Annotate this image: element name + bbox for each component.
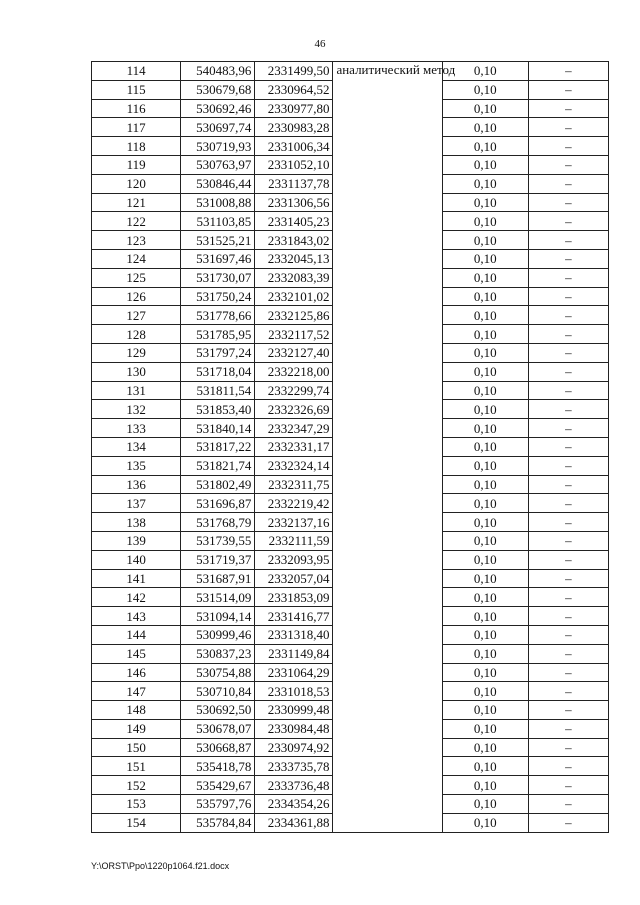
y-coordinate-cell: 2334361,88 bbox=[255, 813, 333, 832]
point-number-cell: 140 bbox=[92, 550, 181, 569]
x-coordinate-cell: 531778,66 bbox=[181, 306, 255, 325]
x-coordinate-cell: 531750,24 bbox=[181, 287, 255, 306]
x-coordinate-cell: 530710,84 bbox=[181, 682, 255, 701]
x-coordinate-cell: 531696,87 bbox=[181, 494, 255, 513]
y-coordinate-cell: 2331318,40 bbox=[255, 625, 333, 644]
accuracy-cell: 0,10 bbox=[442, 644, 528, 663]
note-cell: – bbox=[528, 813, 608, 832]
table-row bbox=[92, 62, 609, 81]
table-body bbox=[92, 62, 609, 833]
point-number-cell: 131 bbox=[92, 381, 181, 400]
note-cell: – bbox=[528, 99, 608, 118]
y-coordinate-cell: 2333736,48 bbox=[255, 776, 333, 795]
accuracy-cell: 0,10 bbox=[442, 212, 528, 231]
point-number-cell: 115 bbox=[92, 80, 181, 99]
note-cell: – bbox=[528, 419, 608, 438]
accuracy-cell: 0,10 bbox=[442, 588, 528, 607]
x-coordinate-cell: 530678,07 bbox=[181, 719, 255, 738]
note-cell: – bbox=[528, 776, 608, 795]
y-coordinate-cell: 2332117,52 bbox=[255, 325, 333, 344]
x-coordinate-cell: 531840,14 bbox=[181, 419, 255, 438]
y-coordinate-cell: 2332219,42 bbox=[255, 494, 333, 513]
accuracy-cell: 0,10 bbox=[442, 550, 528, 569]
x-coordinate-cell: 531821,74 bbox=[181, 456, 255, 475]
point-number-cell: 118 bbox=[92, 137, 181, 156]
note-cell: – bbox=[528, 663, 608, 682]
point-number-cell: 146 bbox=[92, 663, 181, 682]
note-cell: – bbox=[528, 268, 608, 287]
accuracy-cell: 0,10 bbox=[442, 738, 528, 757]
x-coordinate-cell: 530999,46 bbox=[181, 625, 255, 644]
point-number-cell: 130 bbox=[92, 362, 181, 381]
point-number-cell: 126 bbox=[92, 287, 181, 306]
note-cell: – bbox=[528, 757, 608, 776]
y-coordinate-cell: 2332324,14 bbox=[255, 456, 333, 475]
accuracy-cell: 0,10 bbox=[442, 118, 528, 137]
x-coordinate-cell: 531811,54 bbox=[181, 381, 255, 400]
note-cell: – bbox=[528, 719, 608, 738]
note-cell: – bbox=[528, 531, 608, 550]
accuracy-cell: 0,10 bbox=[442, 325, 528, 344]
y-coordinate-cell: 2334354,26 bbox=[255, 795, 333, 814]
note-cell: – bbox=[528, 456, 608, 475]
point-number-cell: 132 bbox=[92, 400, 181, 419]
y-coordinate-cell: 2331149,84 bbox=[255, 644, 333, 663]
note-cell: – bbox=[528, 212, 608, 231]
accuracy-cell: 0,10 bbox=[442, 813, 528, 832]
point-number-cell: 125 bbox=[92, 268, 181, 287]
accuracy-cell: 0,10 bbox=[442, 137, 528, 156]
y-coordinate-cell: 2332083,39 bbox=[255, 268, 333, 287]
point-number-cell: 137 bbox=[92, 494, 181, 513]
note-cell: – bbox=[528, 155, 608, 174]
accuracy-cell: 0,10 bbox=[442, 456, 528, 475]
point-number-cell: 141 bbox=[92, 569, 181, 588]
accuracy-cell: 0,10 bbox=[442, 99, 528, 118]
note-cell: – bbox=[528, 249, 608, 268]
accuracy-cell: 0,10 bbox=[442, 494, 528, 513]
y-coordinate-cell: 2332057,04 bbox=[255, 569, 333, 588]
point-number-cell: 147 bbox=[92, 682, 181, 701]
note-cell: – bbox=[528, 62, 608, 81]
x-coordinate-cell: 530837,23 bbox=[181, 644, 255, 663]
point-number-cell: 136 bbox=[92, 475, 181, 494]
x-coordinate-cell: 531817,22 bbox=[181, 437, 255, 456]
x-coordinate-cell: 530668,87 bbox=[181, 738, 255, 757]
note-cell: – bbox=[528, 325, 608, 344]
accuracy-cell: 0,10 bbox=[442, 231, 528, 250]
point-number-cell: 123 bbox=[92, 231, 181, 250]
point-number-cell: 133 bbox=[92, 419, 181, 438]
point-number-cell: 117 bbox=[92, 118, 181, 137]
point-number-cell: 152 bbox=[92, 776, 181, 795]
point-number-cell: 135 bbox=[92, 456, 181, 475]
y-coordinate-cell: 2331006,34 bbox=[255, 137, 333, 156]
note-cell: – bbox=[528, 625, 608, 644]
x-coordinate-cell: 531730,07 bbox=[181, 268, 255, 287]
y-coordinate-cell: 2332045,13 bbox=[255, 249, 333, 268]
x-coordinate-cell: 530679,68 bbox=[181, 80, 255, 99]
accuracy-cell: 0,10 bbox=[442, 757, 528, 776]
note-cell: – bbox=[528, 795, 608, 814]
x-coordinate-cell: 530754,88 bbox=[181, 663, 255, 682]
note-cell: – bbox=[528, 381, 608, 400]
note-cell: – bbox=[528, 701, 608, 720]
point-number-cell: 154 bbox=[92, 813, 181, 832]
x-coordinate-cell: 531103,85 bbox=[181, 212, 255, 231]
y-coordinate-cell: 2331064,29 bbox=[255, 663, 333, 682]
point-number-cell: 145 bbox=[92, 644, 181, 663]
note-cell: – bbox=[528, 231, 608, 250]
note-cell: – bbox=[528, 437, 608, 456]
accuracy-cell: 0,10 bbox=[442, 381, 528, 400]
x-coordinate-cell: 540483,96 bbox=[181, 62, 255, 81]
point-number-cell: 143 bbox=[92, 607, 181, 626]
point-number-cell: 150 bbox=[92, 738, 181, 757]
point-number-cell: 114 bbox=[92, 62, 181, 81]
y-coordinate-cell: 2333735,78 bbox=[255, 757, 333, 776]
accuracy-cell: 0,10 bbox=[442, 513, 528, 532]
y-coordinate-cell: 2332137,16 bbox=[255, 513, 333, 532]
x-coordinate-cell: 531785,95 bbox=[181, 325, 255, 344]
note-cell: – bbox=[528, 287, 608, 306]
x-coordinate-cell: 535797,76 bbox=[181, 795, 255, 814]
accuracy-cell: 0,10 bbox=[442, 419, 528, 438]
note-cell: – bbox=[528, 513, 608, 532]
accuracy-cell: 0,10 bbox=[442, 400, 528, 419]
y-coordinate-cell: 2330983,28 bbox=[255, 118, 333, 137]
y-coordinate-cell: 2332111,59 bbox=[255, 531, 333, 550]
accuracy-cell: 0,10 bbox=[442, 776, 528, 795]
point-number-cell: 151 bbox=[92, 757, 181, 776]
point-number-cell: 129 bbox=[92, 343, 181, 362]
note-cell: – bbox=[528, 569, 608, 588]
point-number-cell: 149 bbox=[92, 719, 181, 738]
x-coordinate-cell: 531797,24 bbox=[181, 343, 255, 362]
x-coordinate-cell: 531739,55 bbox=[181, 531, 255, 550]
point-number-cell: 138 bbox=[92, 513, 181, 532]
x-coordinate-cell: 530719,93 bbox=[181, 137, 255, 156]
x-coordinate-cell: 531514,09 bbox=[181, 588, 255, 607]
note-cell: – bbox=[528, 400, 608, 419]
y-coordinate-cell: 2331499,50 bbox=[255, 62, 333, 81]
x-coordinate-cell: 531719,37 bbox=[181, 550, 255, 569]
accuracy-cell: 0,10 bbox=[442, 531, 528, 550]
method-cell: аналитический метод bbox=[333, 62, 442, 833]
note-cell: – bbox=[528, 738, 608, 757]
x-coordinate-cell: 531525,21 bbox=[181, 231, 255, 250]
accuracy-cell: 0,10 bbox=[442, 701, 528, 720]
accuracy-cell: 0,10 bbox=[442, 62, 528, 81]
accuracy-cell: 0,10 bbox=[442, 193, 528, 212]
accuracy-cell: 0,10 bbox=[442, 343, 528, 362]
y-coordinate-cell: 2330964,52 bbox=[255, 80, 333, 99]
y-coordinate-cell: 2330974,92 bbox=[255, 738, 333, 757]
y-coordinate-cell: 2332101,02 bbox=[255, 287, 333, 306]
y-coordinate-cell: 2332093,95 bbox=[255, 550, 333, 569]
y-coordinate-cell: 2331052,10 bbox=[255, 155, 333, 174]
x-coordinate-cell: 531768,79 bbox=[181, 513, 255, 532]
y-coordinate-cell: 2331306,56 bbox=[255, 193, 333, 212]
y-coordinate-cell: 2331416,77 bbox=[255, 607, 333, 626]
point-number-cell: 119 bbox=[92, 155, 181, 174]
point-number-cell: 128 bbox=[92, 325, 181, 344]
point-number-cell: 121 bbox=[92, 193, 181, 212]
x-coordinate-cell: 531802,49 bbox=[181, 475, 255, 494]
point-number-cell: 120 bbox=[92, 174, 181, 193]
accuracy-cell: 0,10 bbox=[442, 249, 528, 268]
y-coordinate-cell: 2332311,75 bbox=[255, 475, 333, 494]
note-cell: – bbox=[528, 80, 608, 99]
y-coordinate-cell: 2331137,78 bbox=[255, 174, 333, 193]
point-number-cell: 144 bbox=[92, 625, 181, 644]
accuracy-cell: 0,10 bbox=[442, 174, 528, 193]
accuracy-cell: 0,10 bbox=[442, 155, 528, 174]
y-coordinate-cell: 2330977,80 bbox=[255, 99, 333, 118]
y-coordinate-cell: 2331853,09 bbox=[255, 588, 333, 607]
note-cell: – bbox=[528, 174, 608, 193]
accuracy-cell: 0,10 bbox=[442, 80, 528, 99]
accuracy-cell: 0,10 bbox=[442, 719, 528, 738]
accuracy-cell: 0,10 bbox=[442, 437, 528, 456]
point-number-cell: 116 bbox=[92, 99, 181, 118]
x-coordinate-cell: 531718,04 bbox=[181, 362, 255, 381]
y-coordinate-cell: 2332299,74 bbox=[255, 381, 333, 400]
accuracy-cell: 0,10 bbox=[442, 475, 528, 494]
accuracy-cell: 0,10 bbox=[442, 569, 528, 588]
note-cell: – bbox=[528, 644, 608, 663]
y-coordinate-cell: 2331843,02 bbox=[255, 231, 333, 250]
y-coordinate-cell: 2332218,00 bbox=[255, 362, 333, 381]
x-coordinate-cell: 531697,46 bbox=[181, 249, 255, 268]
accuracy-cell: 0,10 bbox=[442, 625, 528, 644]
accuracy-cell: 0,10 bbox=[442, 682, 528, 701]
y-coordinate-cell: 2331018,53 bbox=[255, 682, 333, 701]
x-coordinate-cell: 535429,67 bbox=[181, 776, 255, 795]
coordinates-table bbox=[91, 61, 609, 833]
y-coordinate-cell: 2330984,48 bbox=[255, 719, 333, 738]
accuracy-cell: 0,10 bbox=[442, 287, 528, 306]
y-coordinate-cell: 2332125,86 bbox=[255, 306, 333, 325]
point-number-cell: 134 bbox=[92, 437, 181, 456]
x-coordinate-cell: 535784,84 bbox=[181, 813, 255, 832]
note-cell: – bbox=[528, 193, 608, 212]
point-number-cell: 142 bbox=[92, 588, 181, 607]
note-cell: – bbox=[528, 588, 608, 607]
y-coordinate-cell: 2332326,69 bbox=[255, 400, 333, 419]
footer-file-path: Y:\ORST\Ppo\1220p1064.f21.docx bbox=[91, 861, 230, 871]
page-number: 46 bbox=[314, 38, 326, 50]
x-coordinate-cell: 530846,44 bbox=[181, 174, 255, 193]
accuracy-cell: 0,10 bbox=[442, 362, 528, 381]
note-cell: – bbox=[528, 362, 608, 381]
accuracy-cell: 0,10 bbox=[442, 268, 528, 287]
y-coordinate-cell: 2332347,29 bbox=[255, 419, 333, 438]
accuracy-cell: 0,10 bbox=[442, 663, 528, 682]
x-coordinate-cell: 530763,97 bbox=[181, 155, 255, 174]
point-number-cell: 153 bbox=[92, 795, 181, 814]
y-coordinate-cell: 2332127,40 bbox=[255, 343, 333, 362]
x-coordinate-cell: 535418,78 bbox=[181, 757, 255, 776]
y-coordinate-cell: 2331405,23 bbox=[255, 212, 333, 231]
note-cell: – bbox=[528, 607, 608, 626]
point-number-cell: 139 bbox=[92, 531, 181, 550]
point-number-cell: 122 bbox=[92, 212, 181, 231]
note-cell: – bbox=[528, 137, 608, 156]
note-cell: – bbox=[528, 306, 608, 325]
x-coordinate-cell: 531853,40 bbox=[181, 400, 255, 419]
note-cell: – bbox=[528, 475, 608, 494]
point-number-cell: 148 bbox=[92, 701, 181, 720]
note-cell: – bbox=[528, 682, 608, 701]
accuracy-cell: 0,10 bbox=[442, 795, 528, 814]
note-cell: – bbox=[528, 118, 608, 137]
x-coordinate-cell: 531094,14 bbox=[181, 607, 255, 626]
point-number-cell: 127 bbox=[92, 306, 181, 325]
x-coordinate-cell: 530697,74 bbox=[181, 118, 255, 137]
y-coordinate-cell: 2332331,17 bbox=[255, 437, 333, 456]
note-cell: – bbox=[528, 494, 608, 513]
x-coordinate-cell: 530692,46 bbox=[181, 99, 255, 118]
x-coordinate-cell: 531687,91 bbox=[181, 569, 255, 588]
point-number-cell: 124 bbox=[92, 249, 181, 268]
accuracy-cell: 0,10 bbox=[442, 607, 528, 626]
x-coordinate-cell: 530692,50 bbox=[181, 701, 255, 720]
accuracy-cell: 0,10 bbox=[442, 306, 528, 325]
y-coordinate-cell: 2330999,48 bbox=[255, 701, 333, 720]
note-cell: – bbox=[528, 550, 608, 569]
note-cell: – bbox=[528, 343, 608, 362]
x-coordinate-cell: 531008,88 bbox=[181, 193, 255, 212]
